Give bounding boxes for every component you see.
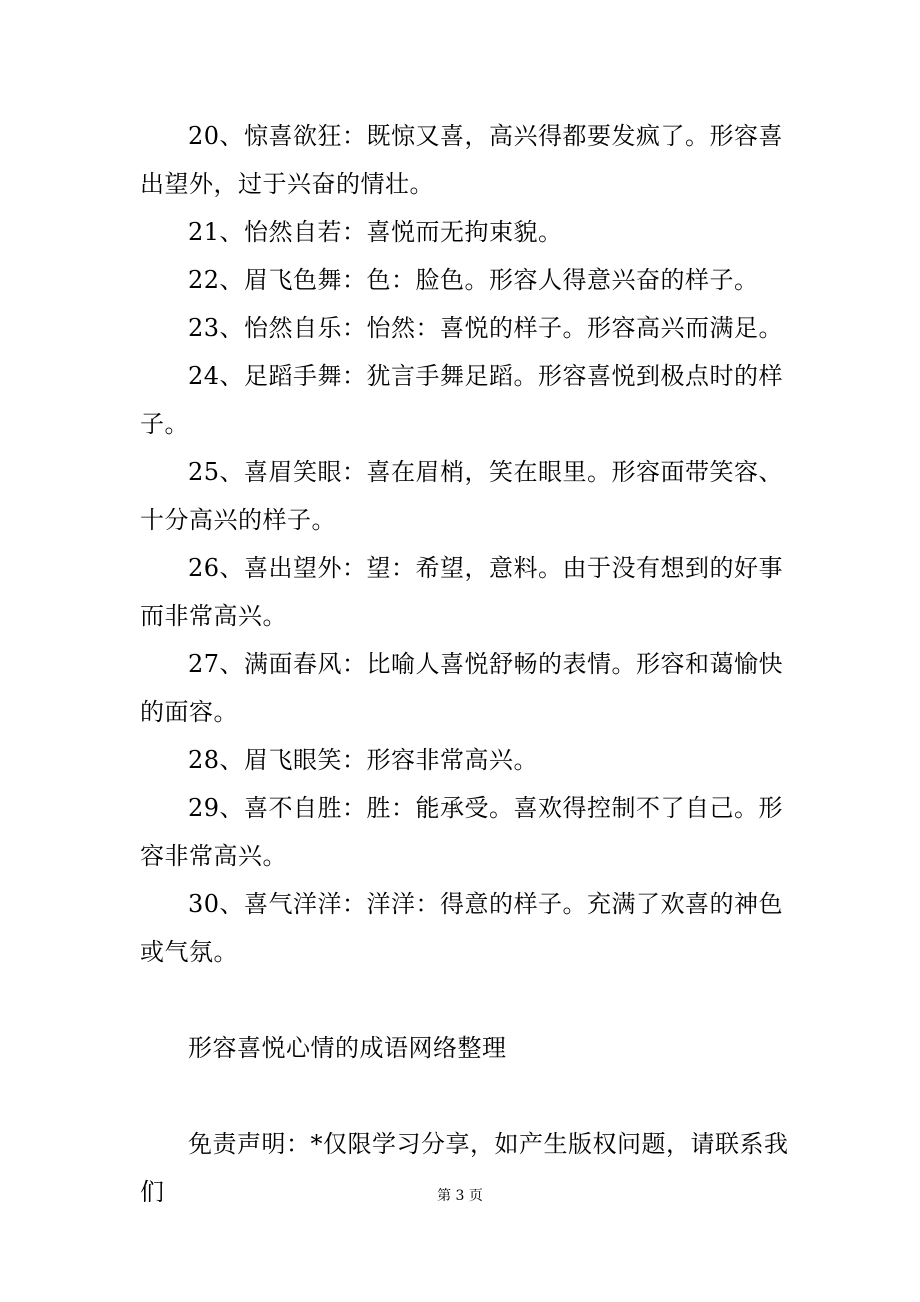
idiom-entry-27: 27、满面春风：比喻人喜悦舒畅的表情。形容和蔼愉快的面容。 <box>140 650 784 726</box>
disclaimer: 免责声明：*仅限学习分享，如产生版权问题，请联系我们 <box>140 1130 789 1206</box>
page-number: 第 3 页 <box>437 1188 483 1204</box>
idiom-entry-24: 24、足蹈手舞：犹言手舞足蹈。形容喜悦到极点时的样子。 <box>140 362 784 438</box>
idiom-entry-23: 23、怡然自乐：怡然：喜悦的样子。形容高兴而满足。 <box>188 314 784 342</box>
document-subtitle: 形容喜悦心情的成语网络整理 <box>188 1034 507 1062</box>
idiom-entry-25: 25、喜眉笑眼：喜在眉梢，笑在眼里。形容面带笑容、十分高兴的样子。 <box>140 458 784 534</box>
idiom-entry-28: 28、眉飞眼笑：形容非常高兴。 <box>188 746 539 774</box>
idiom-entry-30: 30、喜气洋洋：洋洋：得意的样子。充满了欢喜的神色或气氛。 <box>140 890 784 966</box>
idiom-entry-29: 29、喜不自胜：胜：能承受。喜欢得控制不了自己。形容非常高兴。 <box>140 794 784 870</box>
idiom-entry-21: 21、怡然自若：喜悦而无拘束貌。 <box>188 218 563 246</box>
idiom-entry-26: 26、喜出望外：望：希望，意料。由于没有想到的好事而非常高兴。 <box>140 554 784 630</box>
idiom-entry-22: 22、眉飞色舞：色：脸色。形容人得意兴奋的样子。 <box>188 266 759 294</box>
idiom-entry-20: 20、惊喜欲狂：既惊又喜，高兴得都要发疯了。形容喜出望外，过于兴奋的情壮。 <box>140 122 784 198</box>
